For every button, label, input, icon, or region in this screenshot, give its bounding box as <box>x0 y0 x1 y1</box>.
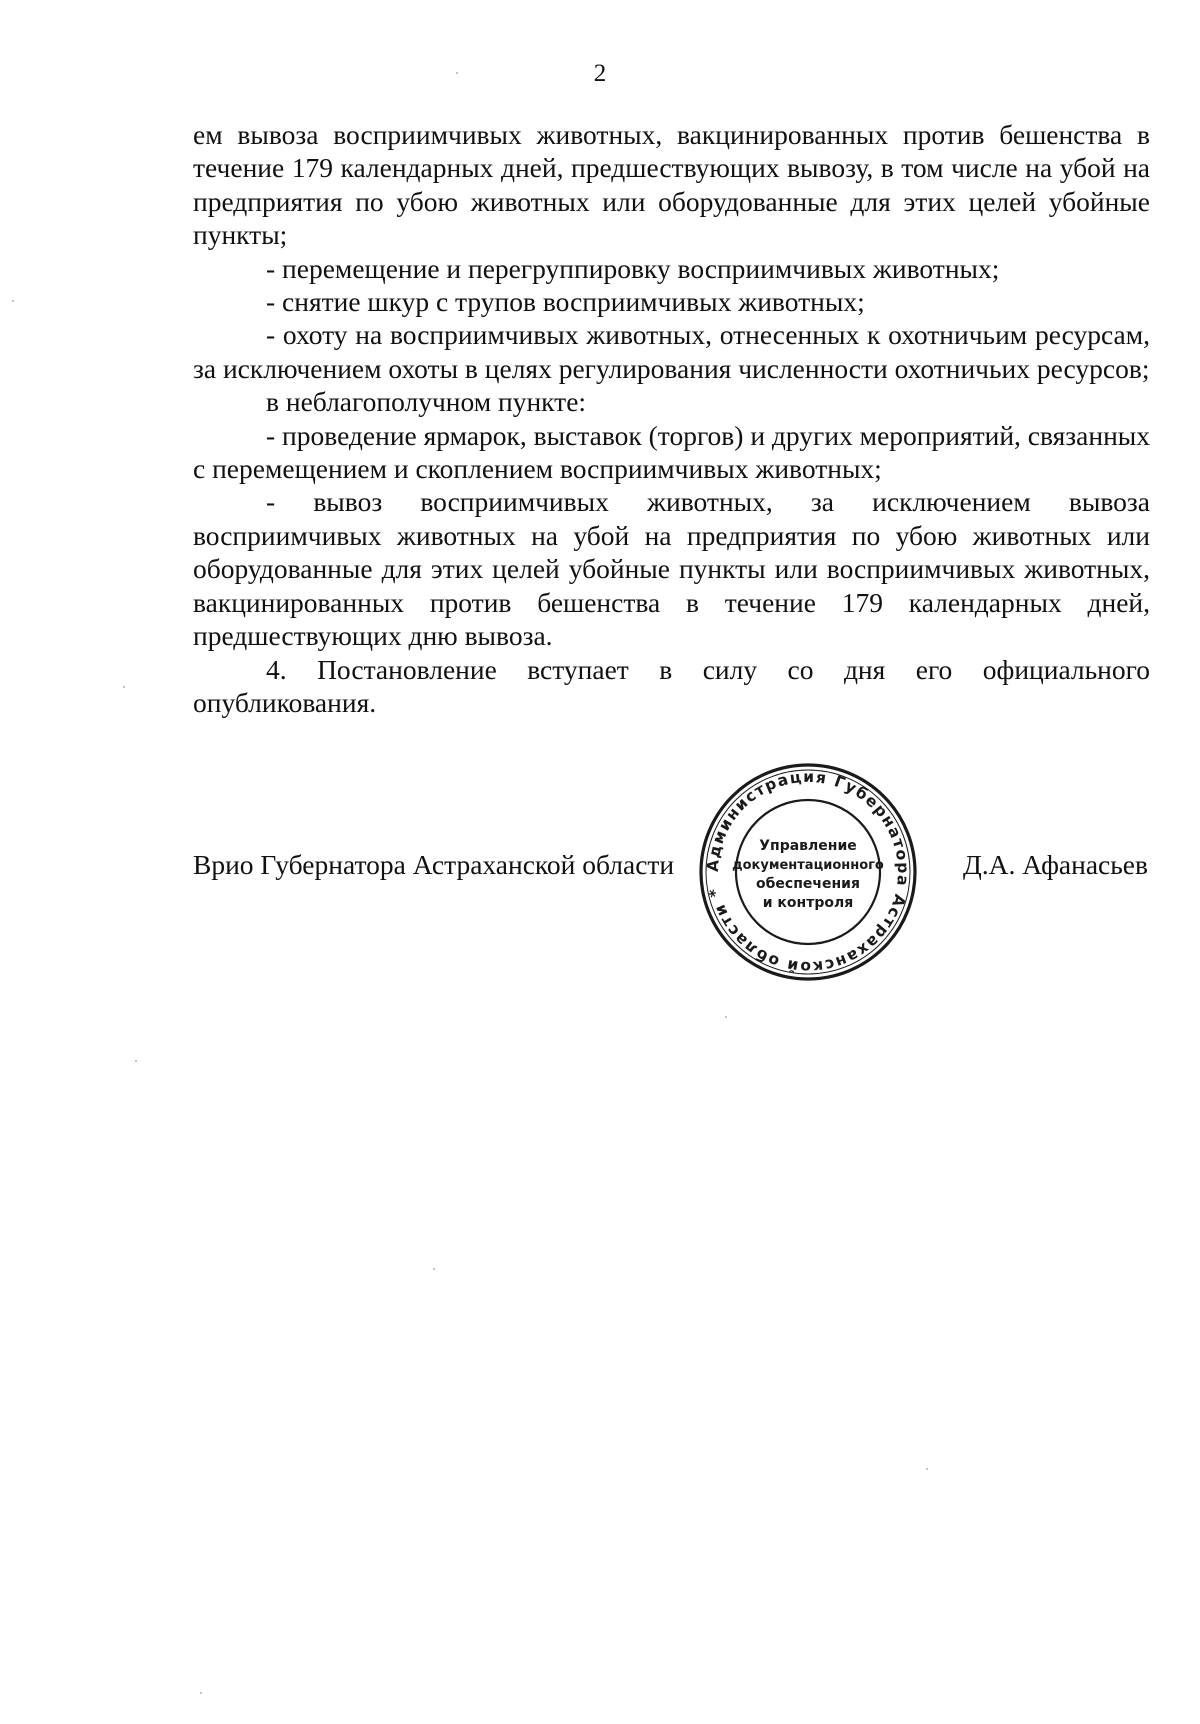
stamp-inner-line: документационного <box>732 858 884 873</box>
paragraph: - вывоз восприимчивых животных, за исключением вывоза восприимчивых животных на убой на предприятия по убою животных или оборудованные для этих целей убойные пункты или восприимчивых животных, вакцинированных против бешенства в течение 179 календарных дней, предшествующих дню вывоза. <box>193 486 1150 652</box>
paragraph: - проведение ярмарок, выставок (торгов) и других мероприятий, связанных с перемещением и скоплением восприимчивых животных; <box>193 419 1151 485</box>
scan-speck <box>200 1692 202 1694</box>
scan-speck <box>135 1060 137 1062</box>
document-body <box>193 118 1150 719</box>
signature-block <box>0 848 1200 884</box>
scan-speck <box>926 1468 928 1470</box>
paragraph: - снятие шкур с трупов восприимчивых животных; <box>266 286 865 318</box>
official-stamp <box>698 762 918 982</box>
scan-speck <box>123 686 125 688</box>
stamp-outer-text: Администрация Губернатора Астраханской области * <box>703 767 913 977</box>
signatory-title: Врио Губернатора Астраханской области <box>193 849 675 880</box>
paragraph: - охоту на восприимчивых животных, отнесенных к охотничьим ресурсам, за исключением охоты в целях регулирования численности охотничьих ресурсов; <box>193 319 1150 384</box>
paragraph: в неблагополучном пункте: <box>266 386 587 418</box>
paragraph: - перемещение и перегруппировку восприимчивых животных; <box>266 252 1000 284</box>
stamp-inner-line: и контроля <box>762 895 854 911</box>
scan-speck <box>725 1016 727 1018</box>
stamp-seal-icon <box>698 762 918 982</box>
scan-speck <box>12 300 14 302</box>
stamp-inner-line: обеспечения <box>756 876 860 892</box>
stamp-inner-line: Управление <box>759 838 857 854</box>
paragraph: 4. Постановление вступает в силу со дня его официального опубликования. <box>193 653 1150 718</box>
paragraph: ем вывоза восприимчивых животных, вакцинированных против бешенства в течение 179 календарных дней, предшествующих вывозу, в том числе на убой на предприятия по убою животных или оборудованные для этих целей убойные пункты; <box>193 119 1150 251</box>
scan-speck <box>456 72 458 74</box>
page-number: 2 <box>593 60 607 87</box>
signatory-name: Д.А. Афанасьев <box>963 849 1148 880</box>
scan-speck <box>433 1268 435 1270</box>
